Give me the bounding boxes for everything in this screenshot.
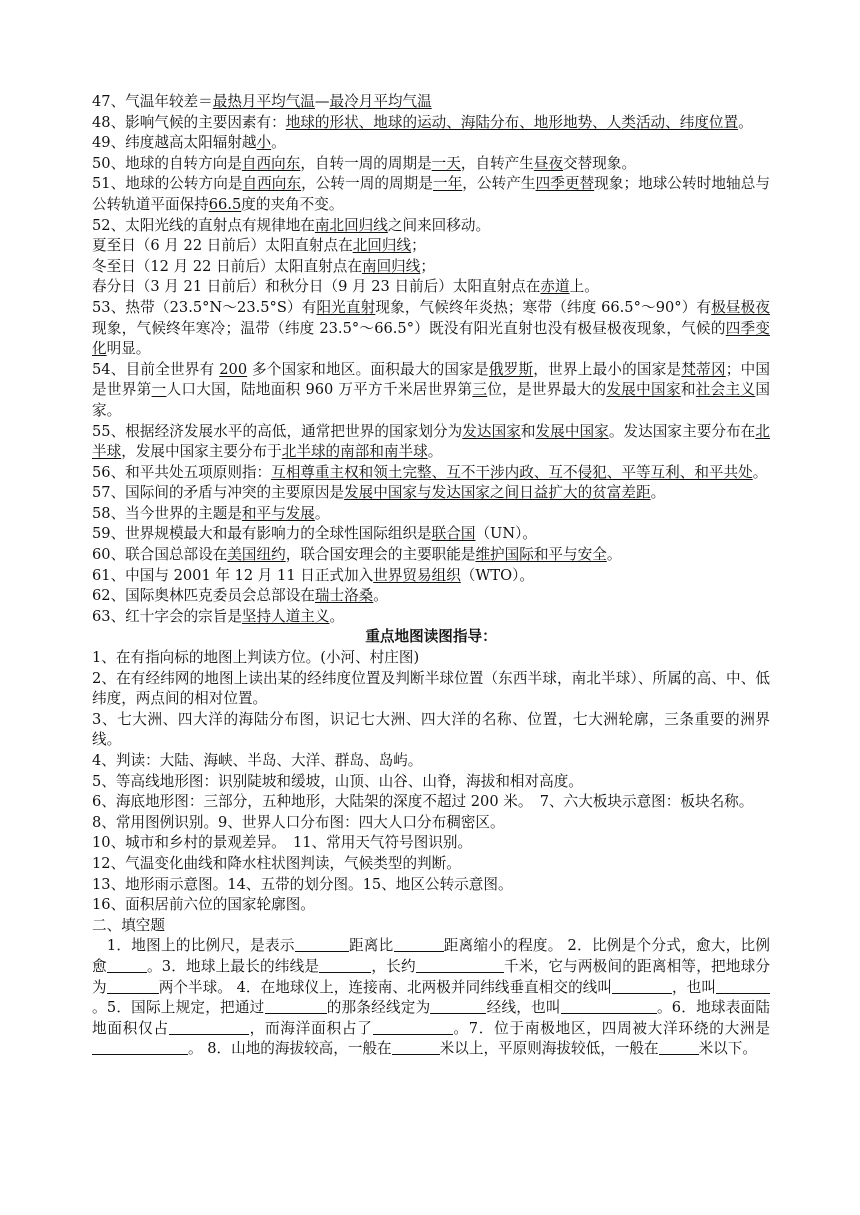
question-text: ，长约 (371, 957, 416, 975)
item-text: ，公转产生 (462, 175, 536, 193)
question-text: ，而海洋面积占了 (248, 1019, 373, 1037)
answer-text: 美国纽约 (227, 546, 286, 564)
item-text: 冬至日（12 月 22 日前后）太阳直射点在 (92, 257, 362, 275)
item-text: ； (420, 257, 435, 275)
question-text: 千米，它与两极间的距离相等，把地球分为 (92, 957, 770, 996)
answer-text: 三 (472, 381, 488, 399)
answer-blank[interactable] (295, 937, 349, 952)
item-text: 。 (650, 484, 666, 502)
answer-text: 发展中国家与发达国家之间日益扩大的贫富差距 (344, 484, 651, 502)
answer-blank[interactable] (265, 999, 327, 1014)
answer-blank[interactable] (659, 1040, 699, 1055)
item-text: 。发达国家主要分布在 (608, 422, 756, 440)
answer-text: 世界贸易组织 (373, 566, 461, 584)
answer-text: 北半球的南部和南半球 (281, 443, 428, 461)
knowledge-item (92, 216, 770, 237)
answer-text: 瑞士洛桑 (314, 587, 374, 605)
answer-text: 最热月平均气温 (212, 93, 315, 110)
question-text: 1．地图上的比例尺，是表示 (92, 937, 295, 955)
answer-text: 阳光直射 (316, 298, 376, 316)
guide-item: 6、海底地形图：三部分，五种地形，大陆架的深度不超过 200 米。 7、六大板块示意图：板块名称。 (92, 793, 754, 811)
question-text: 距离比 (348, 937, 394, 955)
item-text: 59、世界规模最大和最有影响力的全球性国际组织是 (92, 525, 432, 543)
item-text: — (314, 93, 330, 110)
item-text: 50、地球的自转方向是 (92, 154, 242, 172)
guide-item: 8、常用图例识别。9、世界人口分布图：四大人口分布稠密区。 (92, 813, 505, 831)
item-text: 49、纬度越高太阳辐射越 (92, 134, 257, 152)
answer-blank[interactable] (92, 1040, 188, 1055)
question-text: 。 8．山地的海拔较高，一般在 (188, 1040, 392, 1058)
answer-blank[interactable] (373, 1020, 453, 1035)
answer-text: 小 (256, 134, 272, 152)
answer-text: 南回归线 (361, 257, 421, 275)
answer-text: 一年 (432, 175, 463, 193)
item-text: ，联合国安理会的主要职能是 (285, 546, 476, 564)
item-text: 春分日（3 月 21 日前后）和秋分日（9 月 23 日前后）太阳直射点在 (92, 278, 541, 296)
item-text: 位，是世界最大的 (487, 381, 607, 399)
item-text: 和 (520, 422, 536, 440)
item-text: 和 (680, 381, 696, 399)
answer-blank[interactable] (430, 999, 486, 1014)
knowledge-item (92, 607, 770, 628)
knowledge-item (92, 257, 770, 278)
item-text: 。 (329, 607, 345, 625)
item-text: ； (411, 237, 426, 255)
item-text: （UN）。 (475, 525, 537, 543)
item-text: 交替现象。 (563, 154, 637, 172)
document-body (92, 92, 770, 1060)
item-text: 63、红十字会的宗旨是 (92, 607, 242, 625)
answer-text: 自西向东 (242, 175, 302, 193)
item-text: 。 (314, 504, 330, 522)
knowledge-item (92, 504, 770, 525)
question-text: 。5．国际上规定，把通过 (92, 999, 265, 1017)
knowledge-item (92, 92, 770, 113)
answer-text: 地球的形状、地球的运动、海陆分布、地形地势、人类活动、纬度位置 (285, 113, 739, 131)
item-text: 52、太阳光线的直射点有规律地在 (92, 216, 315, 234)
question-text: 距离缩小的程度。 2．比例是个分式，愈大，比例愈 (92, 937, 770, 975)
item-text: ，自转产生 (460, 154, 534, 172)
answer-text: 昼夜 (533, 154, 564, 172)
item-text: 人口大国，陆地面积 960 万平方千米居世界第 (166, 381, 473, 399)
answer-text: 最冷月平均气温 (329, 93, 432, 110)
item-text: ，发展中国家主要分布于 (121, 443, 282, 461)
answer-text: 南北回归线 (314, 216, 388, 234)
item-text: 。 (738, 113, 753, 131)
knowledge-item (92, 113, 770, 134)
knowledge-points (92, 92, 770, 627)
question-text: 米以下。 (698, 1040, 757, 1058)
item-text: 60、联合国总部设在 (92, 546, 228, 564)
answer-text: 互相尊重主权和领土完整、互不干涉内政、互不侵犯、平等互利、和平共处 (271, 463, 753, 481)
knowledge-item (92, 524, 770, 545)
item-text: 。 (606, 546, 622, 564)
item-text: （WTO）。 (460, 566, 534, 584)
question-text: 米以上，平原则海拔较低，一般在 (439, 1040, 659, 1058)
guide-item: 3、七大洲、四大洋的海陆分布图，识记七大洲、四大洋的名称、位置，七大洲轮廓，三条重要的洲界线。 (92, 710, 770, 749)
knowledge-item (92, 483, 770, 504)
answer-text: 发展中国家 (606, 381, 681, 399)
item-text: 58、当今世界的主题是 (92, 504, 242, 522)
answer-text: 发展中国家 (535, 422, 609, 440)
answer-text: 社会主义 (695, 381, 756, 399)
answer-text: 一 (151, 381, 167, 399)
knowledge-item (92, 298, 770, 360)
answer-text: 坚持人道主义 (241, 607, 330, 625)
answer-blank[interactable] (394, 937, 444, 952)
item-text: 53、热带（23.5°N～23.5°S）有 (92, 298, 317, 316)
item-text: 明显。 (106, 340, 151, 358)
answer-text: 梵蒂冈 (681, 360, 726, 378)
item-text: 现象；地球公转时地轴总与公转轨道平面保持 (92, 175, 770, 213)
answer-text: 赤道 (540, 278, 570, 296)
item-text: 62、国际奥林匹克委员会总部设在 (92, 587, 315, 605)
item-text: 57、国际间的矛盾与冲突的主要原因是 (92, 484, 345, 502)
guide-item: 2、在有经纬网的地图上读出某的经纬度位置及判断半球位置（东西半球，南北半球）、所属的高、中、低纬度，两点间的相对位置。 (92, 669, 770, 708)
knowledge-item (92, 174, 770, 215)
answer-text: 一天 (431, 154, 461, 172)
answer-blank[interactable] (416, 958, 504, 973)
answer-text: 俄罗斯 (488, 360, 534, 378)
answer-text: 四季更替 (535, 175, 595, 193)
guide-item: 5、等高线地形图：识别陡坡和缓坡，山顶、山谷、山脊，海拔和相对高度。 (92, 772, 583, 790)
item-text: 。 (271, 134, 286, 152)
guide-item: 1、在有指向标的地图上判读方位。(小河、村庄图) (92, 649, 420, 667)
item-text: 现象，气候终年寒冷；温带（纬度 23.5°～66.5°）既没有阳光直射也没有极昼极夜现象，气候的 (92, 319, 726, 337)
answer-text: 联合国 (431, 525, 476, 543)
knowledge-item (92, 545, 770, 566)
question-text: 经线，也叫 (486, 999, 561, 1017)
answer-blank[interactable] (107, 958, 147, 973)
guide-item: 16、面积居前六位的国家轮廓图。 (92, 896, 315, 914)
guide-item: 4、判读：大陆、海峡、半岛、大洋、群岛、岛屿。 (92, 752, 423, 769)
answer-text: 和平与发展 (241, 504, 315, 522)
answer-blank[interactable] (319, 958, 371, 973)
answer-blank[interactable] (561, 999, 657, 1014)
answer-text: 自西向东 (241, 154, 301, 172)
item-text: ，自转一周的周期是 (300, 154, 432, 172)
answer-text: 北回归线 (352, 237, 412, 255)
knowledge-item (92, 463, 770, 484)
question-text: 。7．位于南极地区，四周被大洋环绕的大洲是 (452, 1019, 770, 1037)
item-text: ，公转一周的周期是 (301, 175, 433, 193)
item-text: 55、根据经济发展水平的高低，通常把世界的国家划分为 (92, 422, 463, 440)
item-text: 夏至日（6 月 22 日前后）太阳直射点在 (92, 237, 353, 255)
knowledge-item (92, 586, 770, 607)
item-text: 现象，气候终年炎热；寒带（纬度 66.5°～90°）有 (375, 298, 712, 316)
answer-text: 极昼极夜 (711, 298, 770, 316)
item-text: 61、中国与 2001 年 12 月 11 日正式加入 (92, 566, 374, 584)
question-text: 。6．地球表面陆地面积仅占 (92, 999, 770, 1037)
answer-text: 维护国际和平与安全 (475, 546, 607, 564)
map-guide-heading: 重点地图读图指导： (365, 628, 497, 646)
item-text: 度的夹角不变。 (241, 195, 344, 213)
item-text: 54、目前全世界有 (92, 360, 220, 378)
answer-text: 四季变化 (92, 319, 770, 358)
guide-item: 13、地形雨示意图。14、五带的划分图。15、地区公转示意图。 (92, 875, 513, 893)
item-text: 国家。 (92, 381, 770, 419)
item-text: 上。 (569, 278, 599, 296)
knowledge-item (92, 133, 770, 154)
knowledge-item (92, 277, 770, 298)
knowledge-item (92, 236, 770, 257)
item-text: 48、影响气候的主要因素有： (92, 113, 286, 131)
item-text: ；中国是世界第 (92, 360, 770, 399)
section-title: 二、填空题 (92, 916, 165, 934)
knowledge-item (92, 422, 770, 463)
answer-text: 发达国家 (462, 422, 521, 440)
guide-item: 12、气温变化曲线和降水柱状图判读，气候类型的判断。 (92, 854, 461, 872)
answer-text: 200 (219, 360, 248, 378)
item-text: 。 (427, 443, 443, 461)
question-paragraph (92, 936, 770, 1060)
item-text: 。 (752, 463, 768, 481)
answer-blank[interactable] (392, 1040, 440, 1055)
answer-blank[interactable] (169, 1020, 249, 1035)
guide-item: 10、城市和乡村的景观差异。 11、常用天气符号图识别。 (92, 834, 473, 852)
question-text: 的那条经线定为 (326, 999, 431, 1017)
answer-blank[interactable] (612, 979, 672, 994)
answer-text: 北半球 (92, 422, 770, 461)
fill-in-blank-section (92, 936, 770, 1060)
answer-blank[interactable] (107, 979, 159, 994)
knowledge-item (92, 154, 770, 175)
map-guide-list (92, 648, 770, 916)
item-text: ，世界上最小的国家是 (533, 360, 682, 378)
knowledge-item (92, 566, 770, 587)
item-text: 56、和平共处五项原则指： (92, 463, 272, 481)
answer-text: 66.5 (208, 195, 242, 213)
item-text: 多个国家和地区。面积最大的国家是 (247, 360, 489, 378)
question-text: 两个半球。 4．在地球仪上，连接南、北两极并同纬线垂直相交的线叫 (158, 978, 612, 996)
question-text: 。3．地球上最长的纬线是 (146, 957, 320, 975)
knowledge-item (92, 360, 770, 422)
item-text: 。 (373, 587, 388, 605)
item-text: 47、气温年较差＝ (92, 93, 213, 110)
item-text: 之间来回移动。 (387, 216, 491, 234)
item-text: 51、地球的公转方向是 (92, 175, 243, 193)
question-text: ，也叫 (672, 978, 716, 996)
answer-blank[interactable] (716, 979, 770, 994)
